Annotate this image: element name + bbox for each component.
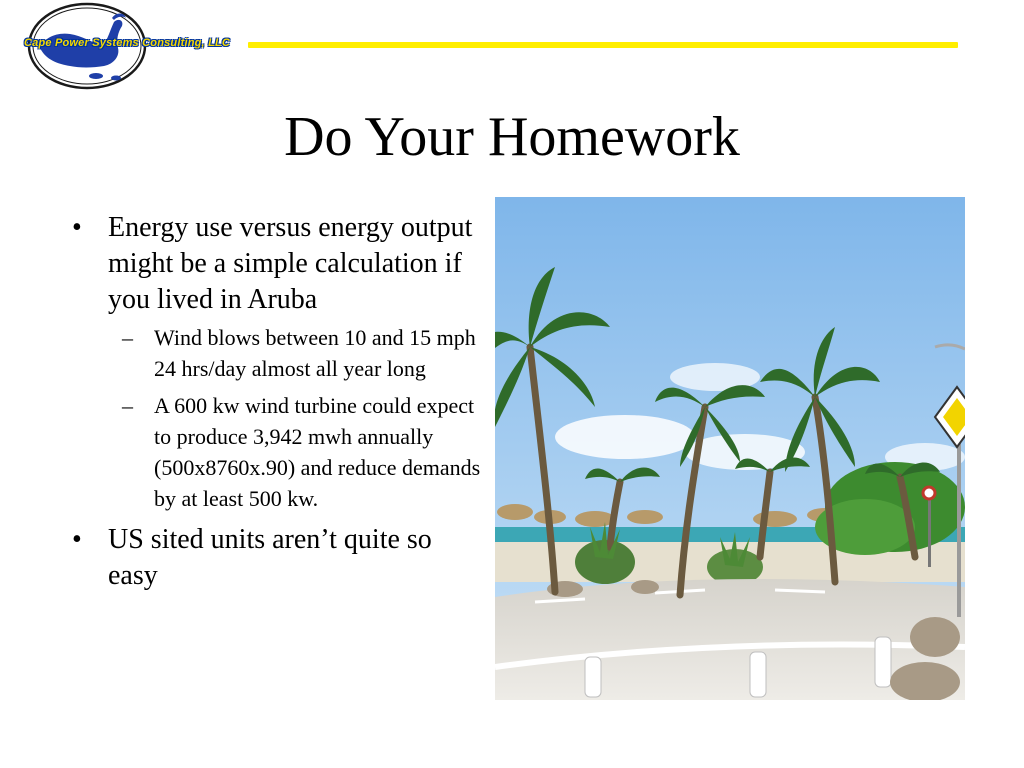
bullet-glyph: • [72, 212, 82, 243]
sub-bullet-text: A 600 kw wind turbine could expect to produce 3,942 mwh annually (500x8760x.90) and reduce demands by at least 500 kw. [154, 393, 481, 511]
company-name: Cape Power Systems Consulting, LLC [24, 37, 231, 49]
slide-body [68, 210, 488, 600]
bullet-item [68, 210, 488, 514]
palm-tree-road-image [495, 197, 965, 700]
bullet-text: US sited units aren’t quite so easy [108, 524, 432, 591]
sub-bullet-text: Wind blows between 10 and 15 mph 24 hrs/day almost all year long [154, 325, 476, 381]
bullet-list [68, 210, 488, 594]
sub-bullet-item [108, 390, 488, 514]
company-logo [24, 2, 231, 90]
sub-bullet-item [108, 322, 488, 384]
bullet-item [68, 522, 488, 594]
header-rule [248, 42, 958, 48]
bullet-glyph: • [72, 524, 82, 555]
bullet-text: Energy use versus energy output might be a simple calculation if you lived in Aruba [108, 212, 473, 315]
dash-glyph: – [122, 393, 133, 418]
aruba-beach-photo [495, 197, 965, 700]
slide-title: Do Your Homework [284, 106, 740, 168]
sub-bullet-list [108, 322, 488, 514]
dash-glyph: – [122, 325, 133, 350]
